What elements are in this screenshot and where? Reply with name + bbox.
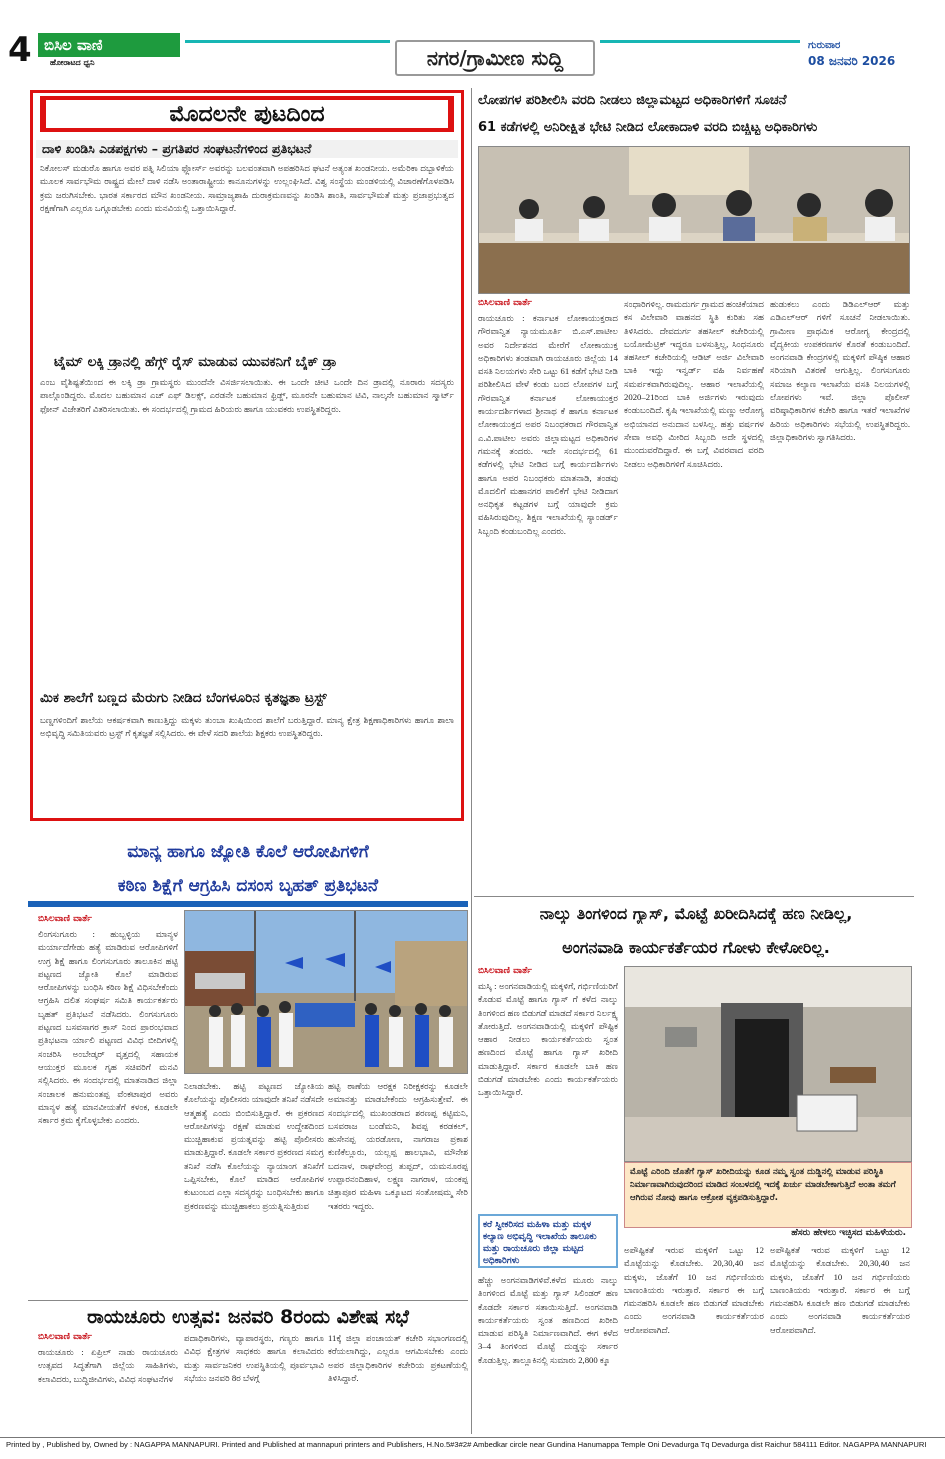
story-headline: ಮಾನ್ಯ ಹಾಗೂ ಜ್ಯೋತಿ ಕೊಲೆ ಆರೋಪಿಗಳಿಗೆ [127,842,369,862]
anganwadi-photo-illustration [625,967,912,1162]
story-headline: ಮಿಕ ಶಾಲೆಗೆ ಬಣ್ಣದ ಮೆರುಗು ನೀಡಿದ ಬೆಂಗಳೂರಿನ ಕೃತಜ್ಞತಾ ಟ್ರಸ್ಟ್ [40,690,327,706]
story-text: ಹಟ್ಟಿ ಠಾಣೆಯ ಆರಕ್ಷಕ ನಿರೀಕ್ಷಕರನ್ನು ಕೂಡಲೇ ಅಮಾನತ್ತು ಮಾಡಬೇಕೆಂದು ಆಗ್ರಹಿಸುತ್ತೇವೆ. ಈ ಸಂದರ್ಭದಲ್ಲಿ ಮುಖಂಡರಾದ ಶರಣಪ್ಪ ಕಟ್ಟಿಮನಿ, ಬಸವರಾಜ ಬಂಡೆಮನಿ, ಶಿವಪ್ಪ ಕರಡಕಲ್, ಹುಸೇನಪ್ಪ ಯರಡೋಣ, ನಾಗರಾಜ ಪ್ರಕಾಶ ಕುಣಿಕೆಲ್ಲೂರು, ಯಲ್ಲಪ್ಪ ಹಾಲಭಾವಿ, ಮೌನೇಶ ಬದನಾಳ, ರಾಘವೇಂದ್ರ ತುಪ್ಪದ್, ಯಮನೂರಪ್ಪ ಉಪ್ಪಾರನಂದಿಹಾಳ, ಲಕ್ಷ್ಮಣ ನಾಗರಾಳ, ಯಂಕಪ್ಪ ಚಿತ್ತಾಪೂರ ಮಹಿಳಾ ಒಕ್ಕೂಟದ ಸಂತೋಷಮ್ಮ ಸೇರಿ ಇತರರು ಇದ್ದರು. [328,1081,468,1211]
story-text: ಲಿಂಗಸುಗೂರು : ಹುಬ್ಬಳ್ಳಿಯ ಮಾನ್ಯಳ ಮರ್ಯಾದೆಗೇಡು ಹತ್ಯೆ ಮಾಡಿರುವ ಆರೋಪಿಗಳಿಗೆ ಉಗ್ರ ಶಿಕ್ಷೆ ಹಾಗೂ ಲಿಂಗಸುಗೂರು ತಾಲೂಕಿನ ಹಟ್ಟಿ ಪಟ್ಟಣದ ಜ್ಯೋತಿ ಕೊಲೆ ಮಾಡಿರುವ ಆರೋಪಿಗಳನ್ನು ಬಂಧಿಸಿ ಕಠಿಣ ಶಿಕ್ಷೆ ವಿಧಿಸಬೇಕೆಂದು ಆಗ್ರಹಿಸಿ ದಲಿತ ಸಂಘರ್ಷ ಸಮಿತಿ ಕಾರ್ಯಕರ್ತರು ಬೃಹತ್ ಪ್ರತಿಭಟನೆ ನಡೆಸಿದರು. ಲಿಂಗಸುಗೂರು ಪಟ್ಟಣದ ಬಸವಸಾಗರ ಕ್ರಾಸ್ ನಿಂದ ಪ್ರಾರಂಭವಾದ ಪ್ರತಿಭಟನಾ ರ್ಯಾಲಿ ಪಟ್ಟಣದ ವಿವಿಧ ಬೀದಿಗಳಲ್ಲಿ ಸಂಚರಿಸಿ ಅಂಬೇಡ್ಕರ್ ವೃತ್ತದಲ್ಲಿ ಸಹಾಯಕ ಆಯುಕ್ತರ ಮೂಲಕ ಗೃಹ ಸಚಿವರಿಗೆ ಮನವಿ ಸಲ್ಲಿಸಿದರು. ಈ ಸಂದರ್ಭದಲ್ಲಿ ಮಾತನಾಡಿದ ಜಿಲ್ಲಾ ಸಂಚಾಲಕ ಹನುಮಂತಪ್ಪ ವೆಂಕಟಾಪುರ ಅವರು ಮಾನ್ಯಳ ಹತ್ಯೆ ಮಾನವೀಯತೆಗೆ ಕಳಂಕ, ಕೂಡಲೇ ಸರ್ಕಾರ ಕ್ರಮ ಕೈಗೊಳ್ಳಬೇಕು ಎಂದರು. [38,929,178,1126]
photo-caption-text: ಮೊಟ್ಟೆ ಎರಿಂದಿ ಜೊತೆಗೆ ಗ್ಯಾಸ್ ಖರೀದಿಯನ್ನು ಕೂಡ ನಮ್ಮ ಸ್ವಂತ ದುಡ್ಡಿನಲ್ಲಿ ಮಾಡುವ ಪರಿಸ್ಥಿತಿ ನಿರ್ಮಾಣವಾಗಿರುವುದರಿಂದ ಮಾಡಿದ ಸಂಬಳದಲ್ಲಿ ಇದಕ್ಕೆ ಖರ್ಚು ಮಾಡಬೇಕಾಗುತ್ತಿದೆ ಅಂತಾ ತಮಗೆ ಆಗಿರುವ ನೋವು ಹಾಗೂ ಆಕ್ರೋಶ ವ್ಯಕ್ತಪಡಿಸುತ್ತಿದ್ದಾರೆ. [630,1167,896,1203]
page-number: 4 [8,30,32,70]
story-body [40,376,454,681]
story-headline: ಅಂಗನವಾಡಿ ಕಾರ್ಯಕರ್ತೆಯರ ಗೋಳು ಕೇಳೋರಿಲ್ಲ. [562,938,830,957]
divider [28,901,468,907]
story-body [328,1332,468,1432]
divider [600,40,800,43]
story-body [38,1346,178,1432]
banner-title: ಮೊದಲನೇ ಪುಟದಿಂದ [46,100,448,128]
story-text: ಸಂಧಾರಿಗಳಿಲ್ಲ. ರಾಮದುರ್ಗ ಗ್ರಾಮದ ಹಂಚಿಕೆಯಾದ ಕಸ ವಿಲೇವಾರಿ ವಾಹನದ ಸ್ಥಿತಿ ಕುರಿತು ಸಹ ತಿಳಿಸಿದರು. ದೇವದುರ್ಗ ತಹಸೀಲ್ ಕಚೇರಿಯಲ್ಲಿ ಬಯೋಮೆಟ್ರಿಕ್ ಇದ್ದರೂ ಬಳಸುತ್ತಿಲ್ಲ, ಸಿಂಧನೂರು ತಹಸೀಲ್ ಕಚೇರಿಯಲ್ಲಿ ಆಡಿಟ್ ಅರ್ಜಿ ವಿಲೇವಾರಿ ಬಾಕಿ ಇದ್ದು ಇನ್ವರ್ಡ್ ವಹಿ ನಿರ್ವಹಣೆ ಸಮರ್ಪಕವಾಗಿರುವುದಿಲ್ಲ. ಆಹಾರ ಇಲಾಖೆಯಲ್ಲಿ 2020–21ರಿಂದ ಬಾಕಿ ಅರ್ಜಿಗಳು ಇರುವುದು ಕಂಡುಬಂದಿದೆ. ಕೃಷಿ ಇಲಾಖೆಯಲ್ಲಿ ಮಣ್ಣು ಆರೋಗ್ಯ ಅಭಿಯಾನದ ಅನುದಾನ ಬಳಸಿಲ್ಲ. ಹತ್ತು ವರ್ಷಗಳ ಸೇವಾ ಅವಧಿ ಮೀರಿದ ಸಿಬ್ಬಂದಿ ಅದೇ ಸ್ಥಳದಲ್ಲಿ ಮುಂದುವರೆದಿದ್ದಾರೆ. ಈ ಬಗ್ಗೆ ವಿವರವಾದ ವರದಿ ನೀಡಲು ಅಧಿಕಾರಿಗಳಿಗೆ ಸೂಚಿಸಿದರು. [624,299,764,469]
story-body [38,928,178,1298]
byline: ಬಿಸಿಲವಾಣಿ ವಾರ್ತೆ [478,966,532,976]
column-divider [471,88,472,1434]
story-headline: ಕಠಿಣ ಶಿಕ್ಷೆಗೆ ಆಗ್ರಹಿಸಿ ದಸಂಸ ಬೃಹತ್ ಪ್ರತಿಭಟನೆ [117,876,379,896]
story-body [184,1332,324,1432]
story-text: ಅಪೌಷ್ಟಿಕತೆ ಇರುವ ಮಕ್ಕಳಿಗೆ ಒಟ್ಟು 12 ಮೊಟ್ಟೆಯನ್ನು ಕೊಡಬೇಕು. 20,30,40 ಜನ ಮಕ್ಕಳು, ಜೊತೆಗೆ 10 ಜನ ಗರ್ಭಿಣಿಯರು ಬಾಣಂತಿಯರು ಇರುತ್ತಾರೆ. ಸರ್ಕಾರ ಈ ಬಗ್ಗೆ ಗಮನಹರಿಸಿ ಕೂಡಲೇ ಹಣ ಬಿಡುಗಡೆ ಮಾಡಬೇಕು ಎಂದು ಅಂಗನವಾಡಿ ಕಾರ್ಯಕರ್ತೆಯರ ಆರೋಪವಾಗಿದೆ. [770,1245,910,1335]
brand-subtitle: ಹೋರಾಟದ ಧ್ವನಿ [50,58,95,67]
story-headline: ನಾಲ್ಕು ತಿಂಗಳಿಂದ ಗ್ಯಾಸ್, ಮೊಟ್ಟೆ ಖರೀದಿಸಿದಕ್ಕೆ ಹಣ ನೀಡಿಲ್ಲ, [539,904,853,923]
photo-caption [624,1162,912,1228]
story-body [478,312,618,887]
story-body [40,714,454,814]
byline: ಬಿಸಿಲವಾಣಿ ವಾರ್ತೆ [38,914,92,924]
story-headline: ಟೈಮ್ ಲಕ್ಕಿ ಡ್ರಾನಲ್ಲಿ ಹೆಗ್ಗ್ ರೈಸ್ ಮಾಡುವ ಯುವಕನಿಗೆ ಬೈಕ್ ಡ್ರಾ [54,354,337,370]
story-headline: ದಾಳಿ ಖಂಡಿಸಿ ಎಡಪಕ್ಷಗಳು – ಪ್ರಗತಿಪರ ಸಂಘಟನೆಗಳಿಂದ ಪ್ರತಿಭಟನೆ [36,140,458,158]
story-text: ಹುಡುಕಲು ಎಂದು ಡಿಡಿಎಲ್ಆರ್ ಮತ್ತು ಎಡಿಎಲ್ಆರ್ ಗಳಿಗೆ ಸೂಚನೆ ನೀಡಲಾಯಿತು. ಗ್ರಾಮೀಣ ಪ್ರಾಥಮಿಕ ಆರೋಗ್ಯ ಕೇಂದ್ರದಲ್ಲಿ ವೈದ್ಯಕೀಯ ಉಪಕರಣಗಳ ಕೊರತೆ ಕಂಡುಬಂದಿದೆ. ಅಂಗನವಾಡಿ ಕೇಂದ್ರಗಳಲ್ಲಿ ಮಕ್ಕಳಿಗೆ ಪೌಷ್ಠಿಕ ಆಹಾರ ಸರಿಯಾಗಿ ವಿತರಣೆ ಆಗುತ್ತಿಲ್ಲ. ಲಿಂಗಸುಗೂರು ಸಮಾಜ ಕಲ್ಯಾಣ ಇಲಾಖೆಯ ವಸತಿ ನಿಲಯಗಳಲ್ಲಿ ಲೋಪಗಳು ಇವೆ. ಜಿಲ್ಲಾ ಪೊಲೀಸ್ ವರಿಷ್ಠಾಧಿಕಾರಿಗಳ ಕಚೇರಿ ಹಾಗೂ ಇತರೆ ಇಲಾಖೆಗಳ ಹಿರಿಯ ಅಧಿಕಾರಿಗಳು ಸಭೆಯಲ್ಲಿ ಉಪಸ್ಥಿತರಿದ್ದರು. ಜಿಲ್ಲಾಧಿಕಾರಿಗಳು ಸ್ವಾಗತಿಸಿದರು. [770,299,910,442]
anganwadi-photo [624,966,912,1162]
story-body [770,1244,910,1432]
story-text: ಎಂಬ ವೈಶಿಷ್ಟತೆಯಿಂದ ಈ ಲಕ್ಕಿ ಡ್ರಾ ಗ್ರಾಮಸ್ಥರು ಮುಂದೆನೇ ವಿಸರ್ಜಿಸಲಾಯಿತು. ಈ ಒಂದೇ ಚೀಟಿ ಒಂದೇ ದಿನ ಡ್ರಾದಲ್ಲಿ ನೂರಾರು ಸದಸ್ಯರು ಪಾಲ್ಗೊಂಡಿದ್ದರು. ಮೊದಲ ಬಹುಮಾನ ಎಚ್ ಎಫ್ ಡಿಲಕ್ಸ್, ಎರಡನೇ ಬಹುಮಾನ ಫ್ರಿಡ್ಜ್, ಮೂರನೇ ಬಹುಮಾನ ಟಿವಿ, ನಾಲ್ಕನೇ ಬಹುಮಾನ ಸ್ಮಾರ್ಟ್ ಫೋನ್ ವಿಜೇತರಿಗೆ ವಿತರಿಸಲಾಯಿತು. ಈ ಸಂದರ್ಭದಲ್ಲಿ ಗ್ರಾಮದ ಹಿರಿಯರು ಹಾಗೂ ಯುವಕರು ಉಪಸ್ಥಿತರಿದ್ದರು. [40,377,454,414]
byline: ಬಿಸಿಲವಾಣಿ ವಾರ್ತೆ [38,1332,92,1342]
callout-box [478,1214,618,1268]
story-body [624,298,764,887]
story-body [624,1244,764,1432]
section-title: ನಗರ/ಗ್ರಾಮೀಣ ಸುದ್ದಿ [395,40,595,76]
story-text: ರಾಯಚೂರು : ಏಪ್ರಿಲ್ ನಾಡು ರಾಯಚೂರು ಉತ್ಸವದ ಸಿದ್ಧತೆಗಾಗಿ ಜಿಲ್ಲೆಯ ಸಾಹಿತಿಗಳು, ಕಲಾವಿದರು, ಬುದ್ಧಿಜೀವಿಗಳು, ವಿವಿಧ ಸಂಘಟನೆಗಳ [38,1347,178,1384]
story-text: ಬಣ್ಣಗಳಿಂದಿಗೆ ಶಾಲೆಯ ಆಕರ್ಷಕವಾಗಿ ಕಾಣುತ್ತಿದ್ದು ಮಕ್ಕಳು ತುಂಬಾ ಖುಷಿಯಿಂದ ಶಾಲೆಗೆ ಬರುತ್ತಿದ್ದಾರೆ. ಮಾನ್ಯ ಕ್ಷೇತ್ರ ಶಿಕ್ಷಣಾಧಿಕಾರಿಗಳು ಹಾಗೂ ಶಾಲಾ ಅಭಿವೃದ್ಧಿ ಸಮಿತಿಯವರು ಟ್ರಸ್ಟ್ ಗೆ ಕೃತಜ್ಞತೆ ಸಲ್ಲಿಸಿದರು. ಈ ವೇಳೆ ಸದರಿ ಶಾಲೆಯ ಶಿಕ್ಷಕರು ಉಪಸ್ಥಿತರಿದ್ದರು. [40,715,454,739]
story-text: ಅಪೌಷ್ಟಿಕತೆ ಇರುವ ಮಕ್ಕಳಿಗೆ ಒಟ್ಟು 12 ಮೊಟ್ಟೆಯನ್ನು ಕೊಡಬೇಕು. 20,30,40 ಜನ ಮಕ್ಕಳು, ಜೊತೆಗೆ 10 ಜನ ಗರ್ಭಿಣಿಯರು ಬಾಣಂತಿಯರು ಇರುತ್ತಾರೆ. ಸರ್ಕಾರ ಈ ಬಗ್ಗೆ ಗಮನಹರಿಸಿ ಕೂಡಲೇ ಹಣ ಬಿಡುಗಡೆ ಮಾಡಬೇಕು ಎಂದು ಅಂಗನವಾಡಿ ಕಾರ್ಯಕರ್ತೆಯರ ಆರೋಪವಾಗಿದೆ. [624,1245,764,1335]
story-body [328,1080,468,1298]
callout-text: ಕರೆ ಸ್ವೀಕರಿಸದ ಮಹಿಳಾ ಮತ್ತು ಮಕ್ಕಳ ಕಲ್ಯಾಣ ಅಭಿವೃದ್ಧಿ ಇಲಾಖೆಯ ತಾಲೂಕು ಮತ್ತು ರಾಯಚೂರು ಜಿಲ್ಲಾ ಮಟ್ಟದ ಅಧಿಕಾರಿಗಳು [483,1220,597,1266]
story-text: ಮಸ್ಕಿ : ಅಂಗನವಾಡಿಯಲ್ಲಿ ಮಕ್ಕಳಿಗೆ, ಗರ್ಭಿಣಿಯರಿಗೆ ಕೊಡುವ ಮೊಟ್ಟೆ ಹಾಗೂ ಗ್ಯಾಸ್ ಗೆ ಕಳೆದ ನಾಲ್ಕು ತಿಂಗಳಿಂದ ಹಣ ಬಿಡುಗಡೆ ಮಾಡದೆ ಸರ್ಕಾರ ನಿರ್ಲಕ್ಷ್ಯ ತೋರುತ್ತಿದೆ. ಅಂಗನವಾಡಿಯಲ್ಲಿ ಮಕ್ಕಳಿಗೆ ಪೌಷ್ಟಿಕ ಆಹಾರ ನೀಡಲು ಕಾರ್ಯಕರ್ತೆಯರು ಸ್ವಂತ ಹಣದಿಂದ ಮೊಟ್ಟೆ ಹಾಗೂ ಗ್ಯಾಸ್ ಖರೀದಿ ಮಾಡುತ್ತಿದ್ದಾರೆ. ಸರ್ಕಾರ ಕೂಡಲೇ ಬಾಕಿ ಹಣ ಬಿಡುಗಡೆ ಮಾಡಬೇಕು ಎಂದು ಕಾರ್ಯಕರ್ತೆಯರು ಒತ್ತಾಯಿಸಿದ್ದಾರೆ. [478,981,618,1098]
meeting-photo [478,146,910,294]
divider [185,40,390,43]
protest-photo [184,910,468,1074]
story-text: ರಾಯಚೂರು : ಕರ್ನಾಟಕ ಲೋಕಾಯುಕ್ತರಾದ ಗೌರವಾನ್ವಿತ ನ್ಯಾಯಮೂರ್ತಿ ಬಿ.ಎಸ್.ಪಾಟೀಲ ಅವರ ನಿರ್ದೇಶನದ ಮೇರೆಗೆ ಲೋಕಾಯುಕ್ತ ಅಧಿಕಾರಿಗಳು ತಂಡವಾಗಿ ರಾಯಚೂರು ಜಿಲ್ಲೆಯ 14 ವಸತಿ ನಿಲಯಗಳು ಸೇರಿ ಒಟ್ಟು 61 ಕಡೆಗೆ ಭೇಟಿ ನೀಡಿ ಪರಿಶೀಲಿಸಿದ ವೇಳೆ ಕಂಡು ಬಂದ ಲೋಪಗಳ ಬಗ್ಗೆ ಗೌರವಾನ್ವಿತ ಕರ್ನಾಟಕ ಲೋಕಾಯುಕ್ತರ ಕಾರ್ಯದರ್ಶಿಗಳಾದ ಶ್ರೀನಾಥ ಕೆ ಹಾಗೂ ಕರ್ನಾಟಕ ಲೋಕಾಯುಕ್ತದ ಅಪರ ನಿಬಂಧಕರಾದ ಗೌರವಾನ್ವಿತ ಎ.ವಿ.ಪಾಟೀಲ ಅವರು ಜಿಲ್ಲಾಮಟ್ಟದ ಅಧಿಕಾರಿಗಳ ಗಮನಕ್ಕೆ ತಂದರು. ಇದೇ ಸಂದರ್ಭದಲ್ಲಿ 61 ಕಡೆಗಳಲ್ಲಿ ಭೇಟಿ ನೀಡಿದ ಬಗ್ಗೆ ಕಾರ್ಯದರ್ಶಿಗಳು ಹಾಗೂ ಅಪರ ನಿಬಂಧಕರು ಮಾತನಾಡಿ, ತಂಡವು ಮೊದಲಿಗೆ ಮಹಾನಗರ ಪಾಲಿಕೆಗೆ ಭೇಟಿ ನೀಡಿದಾಗ ಅನಧಿಕೃತ ಕಟ್ಟಡಗಳ ಬಗ್ಗೆ ಯಾವುದೇ ಕ್ರಮ ವಹಿಸಿರುವುದಿಲ್ಲ. ಶಿಕ್ಷಣ ಇಲಾಖೆಯಲ್ಲಿ ಸ್ಯಾಂಡರ್ಡ್ ಸಿಬ್ಬಂದಿ ಕಂಡುಬಂದಿಲ್ಲ ಎಂದರು. [478,313,618,536]
divider [474,896,914,897]
byline: ಬಿಸಿಲವಾಣಿ ವಾರ್ತೆ [478,298,532,308]
story-text: ನಿಕೋಲಸ್ ಮಡುರೊ ಹಾಗೂ ಅವರ ಪತ್ನಿ ಸಿಲಿಯಾ ಫ್ಲೋರ್ಸ್ ಅವರನ್ನು ಬಲವಂತವಾಗಿ ಅಪಹರಿಸಿದ ಘಟನೆ ಅತ್ಯಂತ ಖಂಡನೀಯ. ಅಮೆರಿಕಾ ದಬ್ಬಾಳಿಕೆಯ ಮೂಲಕ ಸಾರ್ವಭೌಮ ರಾಷ್ಟ್ರದ ಮೇಲೆ ದಾಳಿ ನಡೆಸಿ ಅಂತಾರಾಷ್ಟ್ರೀಯ ಕಾನೂನುಗಳನ್ನು ಉಲ್ಲಂಘಿಸಿದೆ. ವಿಶ್ವ ಸಂಸ್ಥೆಯ ಮಂಡಳಿಯಲ್ಲಿ ವಿಚಾರಣೆಗೊಳಪಡಿಸಿ ಕ್ರಮ ಜರುಗಿಸಬೇಕು. ಭಾರತ ಸರ್ಕಾರದ ಮೌನ ಖಂಡನೀಯ. ಸಾಮ್ರಾಜ್ಯಶಾಹಿ ದುರಾಕ್ರಮಣವನ್ನು ಖಂಡಿಸಿ ಶಾಂತಿ, ಸಾರ್ವಭೌಮತೆ ಮತ್ತು ಪ್ರಜಾಪ್ರಭುತ್ವದ ರಕ್ಷಣೆಗಾಗಿ ಎಲ್ಲರೂ ಒಗ್ಗೂಡಬೇಕು ಎಂದು ಮನವಿಯಲ್ಲಿ ಒತ್ತಾಯಿಸಿದ್ದಾರೆ. [40,163,454,213]
masthead [0,0,945,80]
divider [28,1300,468,1301]
story-headline: 61 ಕಡೆಗಳಲ್ಲಿ ಅನಿರೀಕ್ಷಿತ ಭೇಟಿ ನೀಡಿದ ಲೋಕಾದಾಳಿ ವರದಿ ಬಿಚ್ಚಿಟ್ಟ ಅಧಿಕಾರಿಗಳು [478,120,818,135]
imprint-footer: Printed by , Published by, Owned by : NAGAPPA MANNAPURI. Printed and Published at mannapuri printers and Publishers, H.No.5#3#2# Ambedkar circle near Gundina Hanumappa Temple Oni Devadurga Tq Devadurga dist Raichur 584111 Editor. NAGAPPA MANNAPURI [0,1437,945,1451]
story-text: ಪದಾಧಿಕಾರಿಗಳು, ವ್ಯಾಪಾರಸ್ಥರು, ಗಣ್ಯರು ಹಾಗೂ ವಿವಿಧ ಕ್ಷೇತ್ರಗಳ ಸಾಧಕರು ಹಾಗೂ ಕಲಾವಿದರು ಮತ್ತು ಸಾರ್ವಜನಿಕರ ಉಪಸ್ಥಿತಿಯಲ್ಲಿ ಪೂರ್ವಭಾವಿ ಸಭೆಯು ಜನವರಿ 8ರ ಬೆಳಗ್ಗೆ [184,1333,324,1383]
meeting-photo-illustration [479,147,910,294]
story-body [40,162,454,350]
story-body [478,1274,618,1432]
story-body [478,980,618,1208]
story-headline: ಲೋಪಗಳ ಪರಿಶೀಲಿಸಿ ವರದಿ ನೀಡಲು ಜಿಲ್ಲಾಮಟ್ಟದ ಅಧಿಕಾರಿಗಳಿಗೆ ಸೂಚನೆ [478,93,787,108]
photo-credit: ಹೆಸರು ಹೇಳಲು ಇಚ್ಛಿಸದ ಮಹಿಳೆಯರು. [791,1228,906,1238]
story-body [770,298,910,887]
brand-logo: ಬಿಸಿಲ ವಾಣಿ [38,33,180,57]
story-headline: ರಾಯಚೂರು ಉತ್ಸವ: ಜನವರಿ 8ರಂದು ವಿಶೇಷ ಸಭೆ [87,1306,409,1328]
story-text: ನಿಲಾಡಬೇಕು. ಹಟ್ಟಿ ಪಟ್ಟಣದ ಜ್ಯೋತಿಯ ಕೊಲೆಯನ್ನು ಪೊಲೀಸರು ಯಾವುದೇ ತನಿಖೆ ನಡೆಸದೇ ಆತ್ಮಹತ್ಯೆ ಎಂದು ಬಿಂಬಿಸುತ್ತಿದ್ದಾರೆ. ಈ ಪ್ರಕರಣದ ಆರೋಪಿಗಳನ್ನು ರಕ್ಷಣೆ ಮಾಡುವ ಉದ್ದೇಶದಿಂದ ಮುಚ್ಚಿಹಾಕುವ ಪ್ರಯತ್ನವನ್ನು ಹಟ್ಟಿ ಪೊಲೀಸರು ಮಾಡುತ್ತಿದ್ದಾರೆ. ಕೂಡಲೇ ಸರ್ಕಾರ ಪ್ರಕರಣದ ಸಮಗ್ರ ತನಿಖೆ ನಡೆಸಿ ಕೊಲೆಯನ್ನು ನ್ಯಾಯಾಂಗ ತನಿಖೆಗೆ ಒಪ್ಪಿಸಬೇಕು, ಕೊಲೆ ಮಾಡಿದ ಆರೋಪಿಗಳ ಕುಟುಂಬದ ಎಲ್ಲಾ ಸದಸ್ಯರನ್ನು ಬಂಧಿಸಬೇಕು ಹಾಗೂ ಪ್ರಕರಣವನ್ನು ಮುಚ್ಚಿಹಾಕಲು ಪ್ರಯತ್ನಿಸುತ್ತಿರುವ [184,1081,324,1211]
issue-date: 08 ಜನವರಿ 2026 [808,54,896,68]
protest-photo-illustration [185,911,468,1074]
story-text: 11ಕ್ಕೆ ಜಿಲ್ಲಾ ಪಂಚಾಯತ್ ಕಚೇರಿ ಸಭಾಂಗಣದಲ್ಲಿ ಕರೆಯಲಾಗಿದ್ದು, ಎಲ್ಲರೂ ಆಗಮಿಸಬೇಕು ಎಂದು ಅಪರ ಜಿಲ್ಲಾಧಿಕಾರಿಗಳ ಕಚೇರಿಯ ಪ್ರಕಟಣೆಯಲ್ಲಿ ತಿಳಿಸಿದ್ದಾರೆ. [328,1333,468,1383]
weekday: ಗುರುವಾರ [808,40,841,51]
story-text: ಹೆಚ್ಚು ಅಂಗನವಾಡಿಗಳಿವೆ.ಕಳೆದ ಮೂರು ನಾಲ್ಕು ತಿಂಗಳಿಂದ ಮೊಟ್ಟೆ ಮತ್ತು ಗ್ಯಾಸ್ ಸಿಲಿಂಡರ್ ಹಣ ಕೊಡದೇ ಸರ್ಕಾರ ಸತಾಯಿಸುತ್ತಿದೆ. ಅಂಗನವಾಡಿ ಕಾರ್ಯಕರ್ತೆಯರು ಸ್ವಂತ ಹಣದಿಂದ ಖರೀದಿ ಮಾಡುವ ಪರಿಸ್ಥಿತಿ ನಿರ್ಮಾಣವಾಗಿದೆ. ಈಗ ಕಳೆದ 3–4 ತಿಂಗಳಿಂದ ಮೊಟ್ಟೆ ದುಡ್ಡನ್ನು ಸರ್ಕಾರ ಕೊಡುತ್ತಿಲ್ಲ. ತಾಲ್ಲೂಕಿನಲ್ಲಿ ಸುಮಾರು 2,800 ಕ್ಕೂ [478,1275,618,1365]
story-body [184,1080,324,1298]
